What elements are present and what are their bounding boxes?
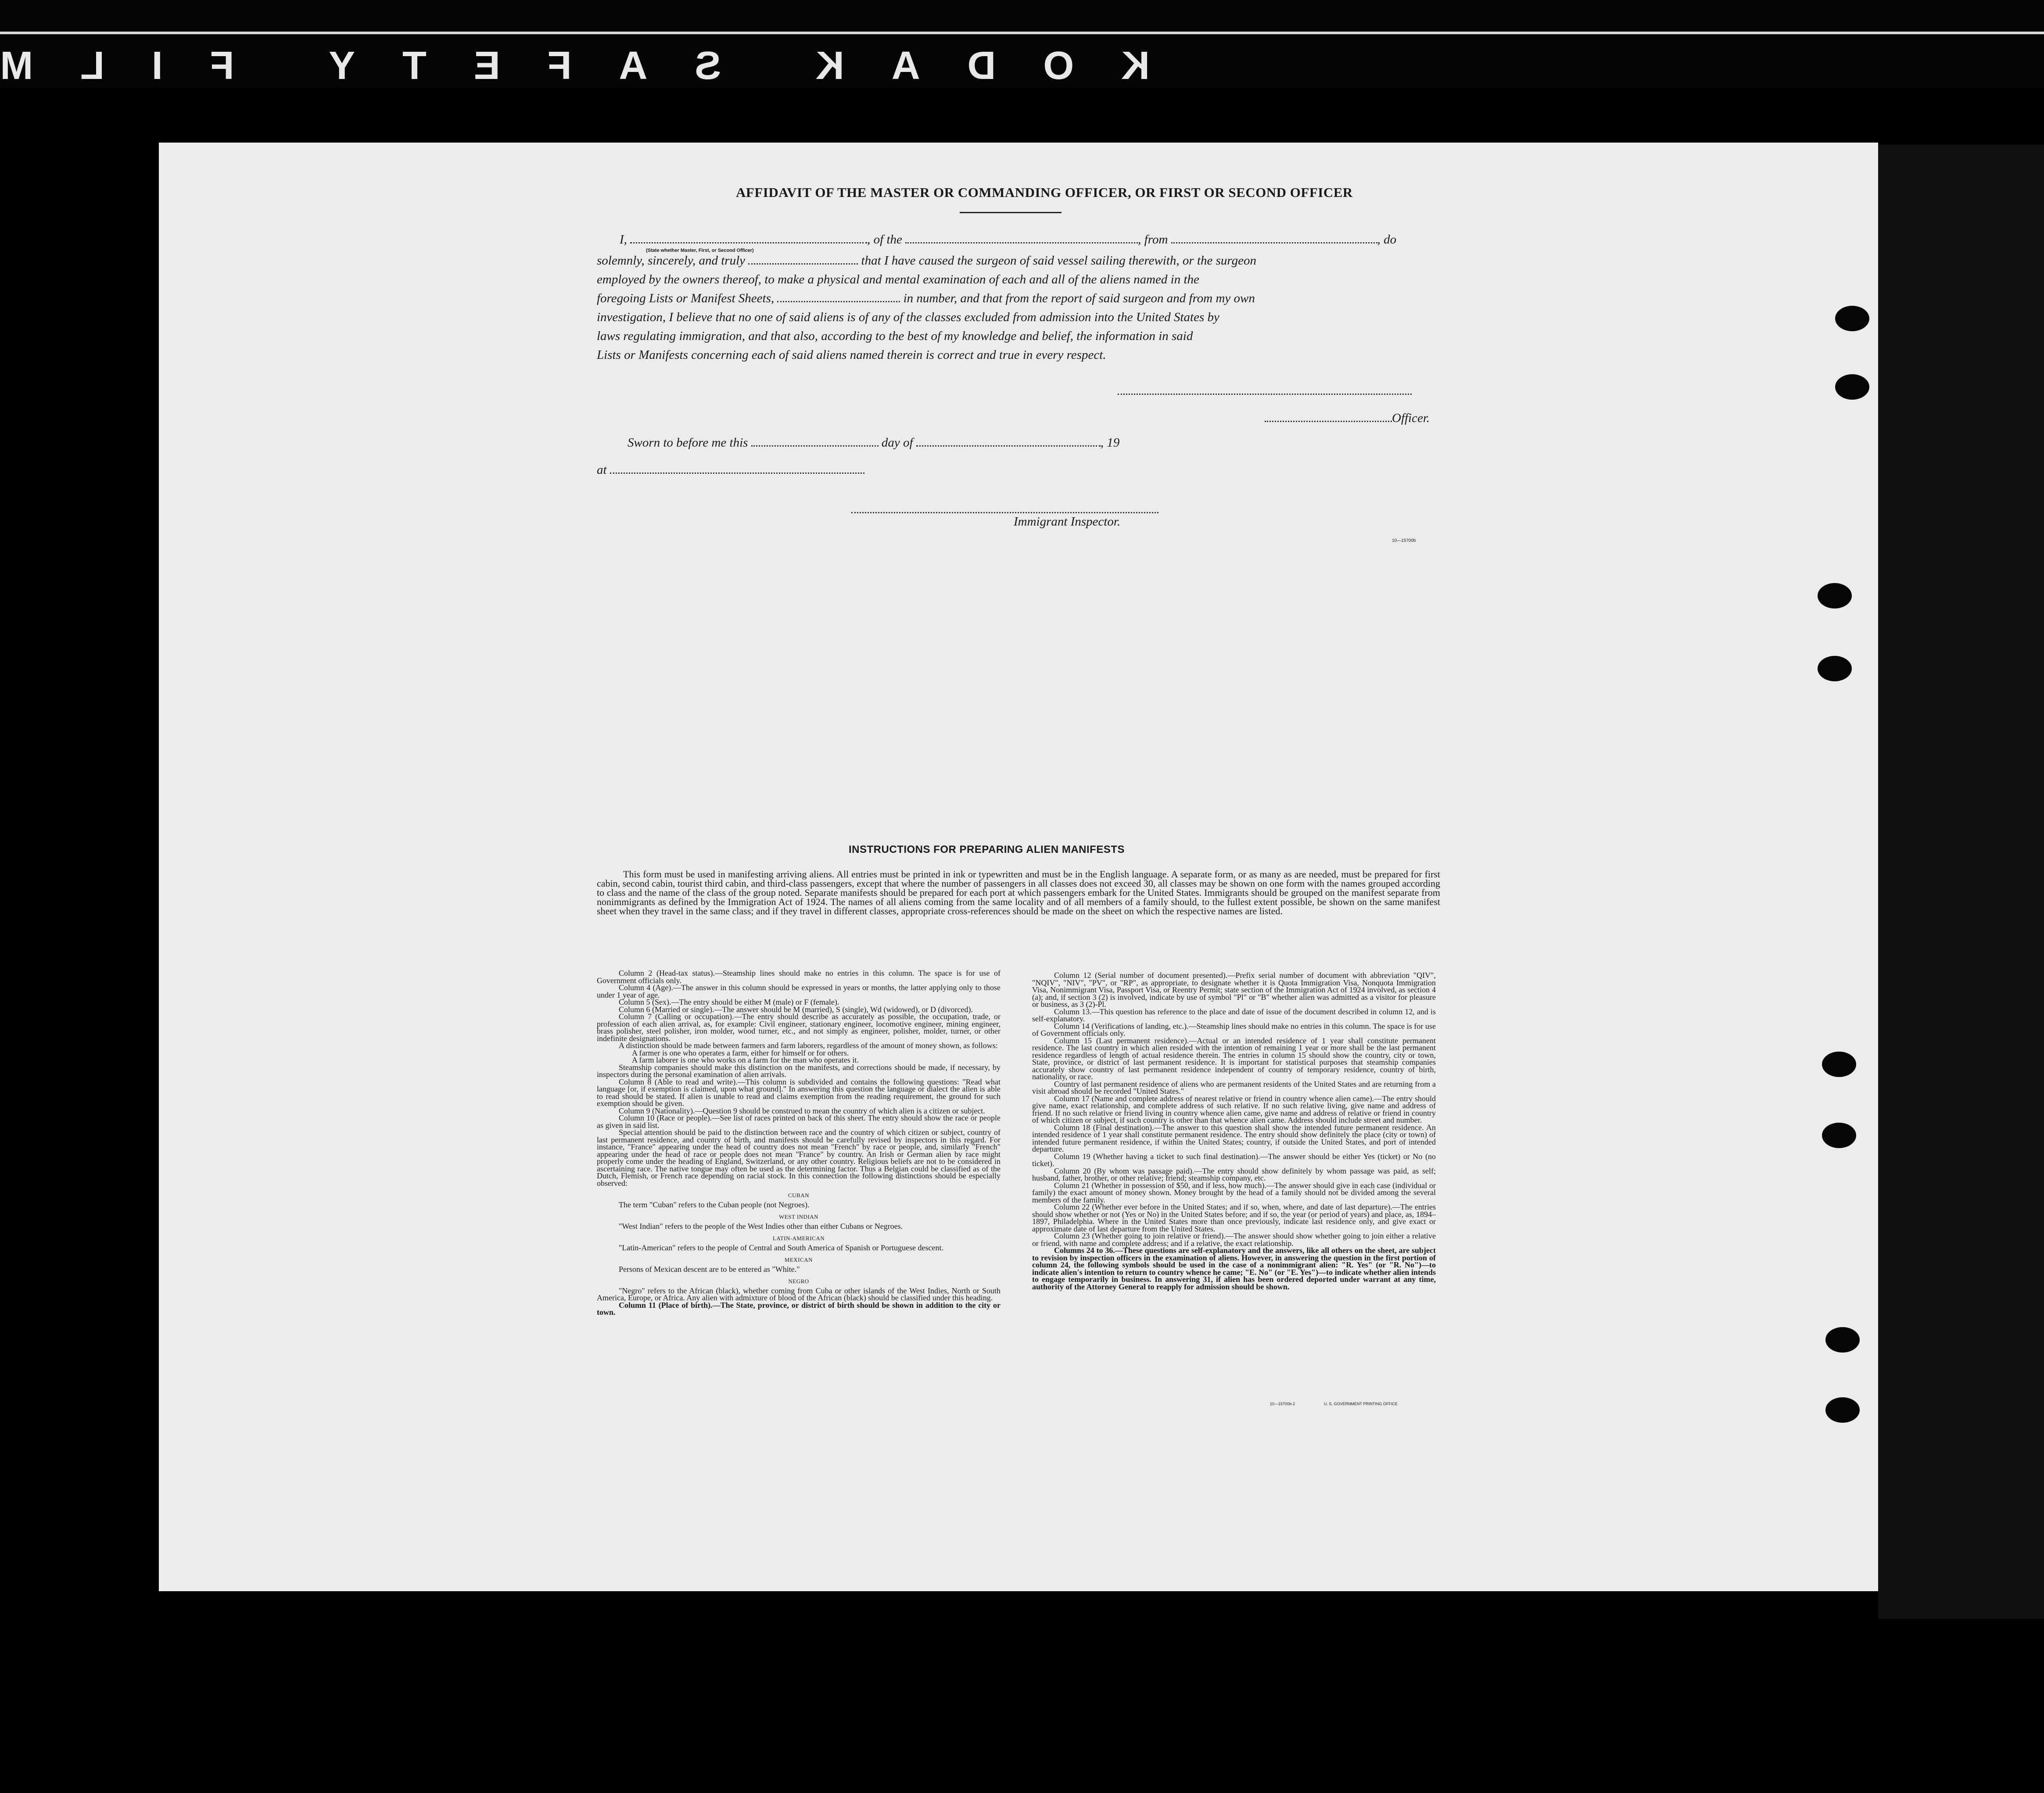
instruction-paragraph: Column 7 (Calling or occupation).—The entry should describe as accurately as possible, the occupation, trade, or profession of each alien arrival, as, for example: Civil engineer, stationary engineer, locomotive engineer, mining engineer, brass polisher, steel polisher, iron molder, wood turner, etc., and not simply as engineer, polisher, molder, turner, or other indefinite designations.: [597, 1012, 1000, 1043]
film-letter: D: [967, 43, 996, 88]
binder-hole: [1825, 1327, 1860, 1353]
film-letter: F: [547, 43, 572, 88]
film-side-strip: [1878, 145, 2044, 1619]
instruction-paragraph: Column 4 (Age).—The answer in this column should be expressed in years or months, the latter applying only to those under 1 year of age.: [597, 983, 1000, 999]
instruction-paragraph: A farm laborer is one who works on a farm for the man who operates it.: [632, 1056, 859, 1064]
instruction-paragraph: Column 10 (Race or people).—See list of races printed on back of this sheet. The entry should show the race or people as given in said list.: [597, 1113, 1000, 1130]
instruction-paragraph: Column 21 (Whether in possession of $50, and if less, how much).—The answer should give in each case (individual or family) the exact amount of money shown. Money brought by the head of a family should not be divided among the several members of the family.: [1032, 1181, 1436, 1204]
title-underline: [960, 212, 1061, 213]
binder-hole: [1818, 656, 1852, 681]
instruction-paragraph: Column 12 (Serial number of document presented).—Prefix serial number of document with abbreviation "QIV", "NQIV", "NIV", "PV", or "RP", as appropriate, to designate whether it is Quota Immigration Visa, Nonquota Immigration Visa, Nonimmigrant Visa, Passport Visa, or Reentry Permit; state section of the Immigration Act of 1924 involved, as section 4 (a); and, if section 3 (2) is involved, indicate by use of symbol "Pl" or "B" whether alien was admitted as a visitor for pleasure or business, as 3 (2)-Pl.: [1032, 971, 1436, 1009]
affidavit-line-5: investigation, I believe that no one of said aliens is of any of the classes excluded from admission into the United States by: [597, 310, 1219, 324]
affidavit-from: , from: [1138, 233, 1168, 247]
vessel-field[interactable]: [905, 242, 1138, 243]
instruction-paragraph: Column 8 (Able to read and write).—This column is subdivided and contains the following questions: "Read what language [or, if exemption is claimed, upon what ground]." In answering this question the language or dialect the alien is able to read should be stated. If alien is unable to read and claims exemption from the reading requirement, the ground for such exemption should be given.: [597, 1077, 1000, 1108]
footer-office: U. S. GOVERNMENT PRINTING OFFICE: [1324, 1402, 1398, 1406]
sworn-text: Sworn to before me this: [628, 436, 748, 450]
binder-hole: [1825, 1397, 1860, 1423]
affidavit-text: in number, and that from the report of said surgeon and from my own: [903, 291, 1255, 305]
instruction-paragraph: Special attention should be paid to the distinction between race and the country of which citizen or subject, country of last permanent residence, and country of birth, and manifests should be carefully revised by inspectors in this regard. For instance, "France" appearing under the head of country does not mean "French" by race or people, and, similarly "French" appearing under the head of race or people does not mean "France" by country. An Irish or German alien by race might properly come under the heading of England, Switzerland, or any other country. Religious beliefs are not to be considered in ascertaining race. The native tongue may often be used as the determining factor. Thus a Belgian could be classified as of the Dutch, Flemish, or French race depending on racial stock. In this connection the following distinctions should be especially observed:: [597, 1128, 1000, 1188]
film-letter: L: [80, 43, 104, 88]
instruction-paragraph: Column 23 (Whether going to join relative or friend).—The answer should show whether going to join either a relative or friend, with name and complete address; and if a relative, the exact relationship.: [1032, 1231, 1436, 1248]
race-heading: WEST INDIAN: [778, 1213, 819, 1220]
signature-line[interactable]: [1118, 394, 1412, 395]
binder-hole: [1818, 583, 1852, 608]
at-line: [597, 463, 864, 477]
officer-field[interactable]: [1265, 420, 1392, 422]
day-of-text: day of: [881, 436, 913, 450]
affidavit-of-the: , of the: [867, 233, 902, 247]
instruction-paragraph: Column 13.—This question has reference to the place and date of issue of the document described in column 12, and is self-explanatory.: [1032, 1007, 1436, 1023]
sworn-line: [628, 436, 1119, 450]
affidavit-do: , do: [1377, 233, 1397, 247]
binder-hole: [1835, 306, 1869, 331]
instructions-intro: This form must be used in manifesting arriving aliens. All entries must be printed in ink or typewritten and must be in the English language. A separate form, or as many as are needed, must be prepared for first cabin, second cabin, tourist third cabin, and third-class passengers, except that where the number of passengers in all classes does not exceed 30, all classes may be shown on one form with the names grouped according to class and the name of the class of the group noted. Separate manifests should be prepared for each port at which passengers embark for the United States. Immigrants should be grouped on the manifest separate from nonimmigrants as defined by the Immigration Act of 1924. The names of all aliens coming from the same locality and of all members of a family should, to the fullest extent possible, be shown on the same manifest sheet when they travel in the same class; and if they travel in different classes, appropriate cross-references should be made on the sheet on which the respective names are listed.: [597, 869, 1440, 916]
instruction-paragraph: Column 22 (Whether ever before in the United States; and if so, when, where, and date of last departure).—The entries should show whether or not (Yes or No) in the United States before; and if so, the year (or period of years) and place, as, 1894–1897, Philadelphia. Where in the United States more than once previously, indicate last residence only, and give exact or approximate date of last departure from the United States.: [1032, 1202, 1436, 1233]
film-letter: A: [619, 43, 648, 88]
binder-hole: [1835, 374, 1869, 400]
binder-hole: [1822, 1052, 1856, 1077]
affidavit-i: I,: [620, 233, 627, 247]
port-field[interactable]: [1171, 242, 1377, 243]
affidavit-text: foregoing Lists or Manifest Sheets,: [597, 291, 775, 305]
affidavit-line-2: [597, 254, 1256, 268]
race-heading: CUBAN: [788, 1192, 809, 1199]
film-letter: T: [402, 43, 427, 88]
officer-rank-hint: (State whether Master, First, or Second Officer): [646, 248, 754, 253]
film-edge-print: [0, 42, 1150, 90]
film-letter: Y: [329, 43, 355, 88]
film-letter: K: [1121, 43, 1150, 88]
race-heading: MEXICAN: [784, 1256, 813, 1263]
race-definition: Persons of Mexican descent are to be entered as "White.": [619, 1264, 800, 1274]
instruction-paragraph: Column 20 (By whom was passage paid).—The entry should show definitely by whom passage was paid, as self; husband, father, brother, or other relative; friend; steamship company, etc.: [1032, 1166, 1436, 1182]
instruction-paragraph: Column 15 (Last permanent residence).—Actual or an intended residence of 1 year shall constitute permanent residence. The last country in which alien resided with the intention of remaining 1 year or more shall be the last permanent residence regardless of length of actual residence therein. The entries in column 15 should show the country, city or town, State, province, or district of last permanent residence. It is important for statistical purposes that steamship companies accurately show country of last permanent residence independent of country of temporary residence, country of birth, nationality, or race.: [1032, 1036, 1436, 1081]
inspector-signature-line[interactable]: [851, 512, 1158, 513]
instruction-paragraph: Column 17 (Name and complete address of nearest relative or friend in country whence alien came).—The entry should give name, exact relationship, and complete address of such relative. If no such relative living, give name and address of friend. If no such relative or friend living in country whence alien came, give name and address of relative or friend in country of which citizen or subject, if such country is other than that whence alien came. Address should include street and number.: [1032, 1094, 1436, 1124]
instruction-paragraph: Column 11 (Place of birth).—The State, province, or district of birth should be shown in addition to the city or town.: [597, 1300, 1000, 1317]
film-letter: A: [891, 43, 920, 88]
instruction-paragraph: Column 6 (Married or single).—The answer should be M (married), S (single), Wd (widowed), or D (divorced).: [619, 1005, 973, 1014]
instructions-right-column: [1032, 972, 1436, 1290]
instruction-paragraph: Column 14 (Verifications of landing, etc.).—Steamship lines should make no entries in this column. The space is for use of Government officials only.: [1032, 1021, 1436, 1038]
inspector-label: Immigrant Inspector.: [1014, 515, 1121, 529]
instruction-paragraph: Steamship companies should make this distinction on the manifests, and corrections should be made, if necessary, by inspectors during the personal examination of alien arrivals.: [597, 1063, 1000, 1079]
officer-label: Officer.: [1392, 411, 1430, 425]
footer-code: 10—15700b-2: [1270, 1402, 1295, 1406]
form-code: 10—15700b: [1392, 538, 1416, 543]
race-definition: "Latin-American" refers to the people of Central and South America of Spanish or Portuguese descent.: [619, 1243, 943, 1252]
instructions-title: INSTRUCTIONS FOR PREPARING ALIEN MANIFESTS: [849, 844, 1125, 855]
instruction-paragraph: Column 9 (Nationality).—Question 9 should be construed to mean the country of which alien is a citizen or subject.: [619, 1106, 985, 1115]
film-edge-line: [0, 32, 2044, 34]
affidavit-line-4: [597, 291, 1255, 306]
sworn-day-field[interactable]: [751, 445, 879, 447]
instruction-paragraph: Column 18 (Final destination).—The answer to this question shall show the intended future permanent residence. An intended residence of 1 year shall constitute permanent residence. The entry should show definitely the place (city or town) of intended future permanent residence, if within the United States; country, if outside the United States, and port of intended departure.: [1032, 1123, 1436, 1153]
affidavit-line-7: Lists or Manifests concerning each of said aliens named therein is correct and true in every respect.: [597, 348, 1106, 362]
officer-name-field[interactable]: [630, 242, 867, 243]
instruction-paragraph: Column 5 (Sex).—The entry should be either M (male) or F (female).: [619, 998, 839, 1006]
affidavit-text: solemnly, sincerely, and truly: [597, 254, 746, 268]
instruction-paragraph: Columns 24 to 36.—These questions are self-explanatory and the answers, like all others on the sheet, are subject to revision by inspection officers in the examination of aliens. However, in answering the question in the first portion of column 24, the following symbols should be used in the case of a nonimmigrant alien: "R. Yes" (or "R. No")—to indicate alien's intention to return to country whence he came; "E. No" (or "E. Yes")—to indicate whether alien intends to engage temporarily in business. In answering 31, if alien has been ordered deported under warrant at any time, authority of the Attorney General to reapply for admission should be shown.: [1032, 1246, 1436, 1291]
document-page: [159, 143, 1878, 1591]
sworn-month-field[interactable]: [916, 445, 1101, 447]
film-letter: M: [0, 43, 33, 88]
place-field[interactable]: [610, 472, 864, 474]
affidavit-line-3: employed by the owners thereof, to make a physical and mental examination of each and all of the aliens named in the: [597, 272, 1199, 286]
film-letter: S: [695, 43, 721, 88]
year-text: , 19: [1100, 436, 1120, 450]
race-heading: LATIN-AMERICAN: [772, 1235, 825, 1242]
affidavit-text: that I have caused the surgeon of said vessel sailing therewith, or the surgeon: [861, 254, 1257, 268]
instruction-paragraph: Column 2 (Head-tax status).—Steamship lines should make no entries in this column. The space is for use of Government officials only.: [597, 969, 1000, 985]
film-letter: F: [210, 43, 234, 88]
instruction-paragraph: A farmer is one who operates a farm, either for himself or for others.: [632, 1048, 849, 1057]
officer-signature: [1265, 411, 1430, 426]
instruction-paragraph: A distinction should be made between farmers and farm laborers, regardless of the amount of money shown, as follows:: [619, 1041, 998, 1050]
race-definition: "Negro" refers to the African (black), whether coming from Cuba or other islands of the West Indies, North or South America, Europe, or Africa. Any alien with admixture of blood of the African (black) should be classified under this heading.: [597, 1286, 1000, 1302]
surgeon-field[interactable]: [748, 263, 858, 265]
film-letter: E: [473, 43, 500, 88]
race-definition: "West Indian" refers to the people of the West Indies other than either Cubans or Negroes.: [619, 1221, 903, 1231]
film-letter: O: [1043, 43, 1074, 88]
race-definition: The term "Cuban" refers to the Cuban people (not Negroes).: [619, 1200, 810, 1209]
instructions-left-column: [597, 970, 1000, 1316]
affidavit-line-1: [620, 233, 1396, 247]
instruction-paragraph: Column 19 (Whether having a ticket to such final destination).—The answer should be either Yes (ticket) or No (no ticket).: [1032, 1152, 1436, 1168]
affidavit-title: AFFIDAVIT OF THE MASTER OR COMMANDING OFFICER, OR FIRST OR SECOND OFFICER: [736, 185, 1353, 200]
affidavit-line-6: laws regulating immigration, and that also, according to the best of my knowledge and belief, the information in said: [597, 329, 1193, 343]
race-heading: NEGRO: [788, 1278, 809, 1285]
binder-hole: [1822, 1123, 1856, 1148]
film-letter: I: [151, 43, 163, 88]
at-text: at: [597, 463, 607, 477]
sheet-count-field[interactable]: [777, 301, 900, 302]
instruction-paragraph: Country of last permanent residence of aliens who are permanent residents of the United States and are returning from a visit abroad should be recorded "United States.": [1032, 1079, 1436, 1095]
film-letter: K: [815, 43, 844, 88]
